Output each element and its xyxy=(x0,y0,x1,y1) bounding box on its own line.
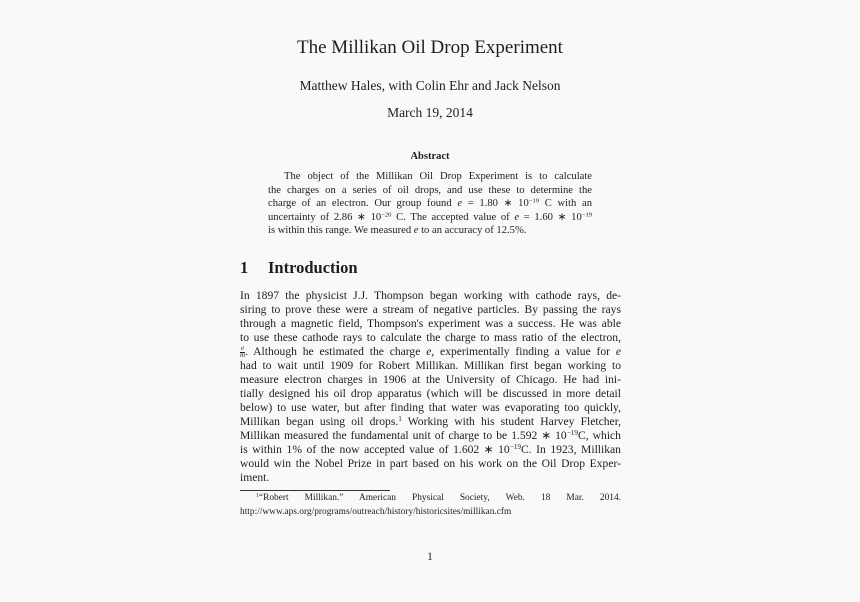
text-line xyxy=(240,401,621,415)
text-run: charge of an electron. Our group found xyxy=(268,198,458,210)
text-line xyxy=(240,289,621,303)
section-heading xyxy=(240,258,358,278)
text-run: siring to prove these were a stream of negative particles. By passing the rays xyxy=(240,302,621,316)
text-line xyxy=(268,197,592,211)
text-run: would win the Nobel Prize in part based on his work on the Oil Drop Exper- xyxy=(240,456,621,470)
text-line xyxy=(268,224,592,238)
text-run: the charges on a series of oil drops, and use these to determine the xyxy=(268,184,592,196)
text-run: C. The accepted value of xyxy=(391,211,515,223)
abstract-heading: Abstract xyxy=(410,151,450,162)
text-run: http://www.aps.org/programs/outreach/history/historicsites/millikan.cfm xyxy=(240,506,512,517)
superscript: 1 xyxy=(398,415,402,424)
text-line xyxy=(240,471,621,485)
text-run: = 1.60 ∗ 10 xyxy=(519,211,582,223)
math-variable: e xyxy=(615,344,621,358)
fraction: $\frac{e}{m}$ xyxy=(240,344,246,360)
text-run: uncertainty of 2.86 ∗ 10 xyxy=(268,211,382,223)
text-run: measure electron charges in 1906 at the University of Chicago. He had ini- xyxy=(240,373,621,387)
page-number: 1 xyxy=(427,551,433,563)
paper-title: The Millikan Oil Drop Experiment xyxy=(297,37,563,58)
math-variable: e xyxy=(413,225,419,237)
introduction-paragraph xyxy=(240,289,621,485)
text-run: , experimentally finding a value for xyxy=(431,344,616,358)
text-run: Millikan measured the fundamental unit of charge to be 1.592 ∗ 10 xyxy=(240,428,567,442)
text-run: “Robert Millikan.” American Physical Society, Web. 18 Mar. 2014. xyxy=(258,493,621,503)
text-line xyxy=(240,373,621,387)
section-number: 1 xyxy=(240,258,249,277)
text-line xyxy=(240,387,621,401)
text-line xyxy=(240,506,621,520)
text-run: The object of the Millikan Oil Drop Experiment is to calculate xyxy=(284,171,592,182)
math-variable: e xyxy=(457,198,463,210)
footnote xyxy=(240,492,621,519)
text-line xyxy=(240,492,621,506)
text-run: In 1897 the physicist J.J. Thompson began working with cathode rays, de- xyxy=(240,289,621,302)
text-run: Working with his student Harvey Fletcher, xyxy=(401,414,621,428)
math-variable: e xyxy=(514,211,520,223)
superscript: −19 xyxy=(566,428,578,437)
text-run: through a magnetic field, Thompson's experiment was a success. He was able xyxy=(240,316,621,330)
text-line xyxy=(268,184,592,198)
text-line xyxy=(240,443,621,457)
text-run: is within 1% of the now accepted value of 1.602 ∗ 10 xyxy=(240,442,510,456)
text-run: is within this range. We measured xyxy=(268,225,414,237)
superscript: −20 xyxy=(381,211,392,219)
text-line xyxy=(268,211,592,225)
text-run: to use these cathode rays to calculate the charge to mass ratio of the electron, xyxy=(240,330,621,344)
superscript: −19 xyxy=(528,197,540,205)
authors: Matthew Hales, with Colin Ehr and Jack Nelson xyxy=(299,78,561,93)
text-run: C, which xyxy=(577,428,621,442)
text-line xyxy=(240,457,621,471)
text-run: . Although he estimated the charge xyxy=(245,344,427,358)
text-line xyxy=(240,415,621,429)
text-line xyxy=(240,359,621,373)
text-run: iment. xyxy=(240,470,270,484)
superscript: −19 xyxy=(509,442,521,451)
text-run: tially designed his oil drop apparatus (which will be discussed in more detail xyxy=(240,387,621,401)
footnote-rule xyxy=(240,490,390,491)
text-run: Millikan began using oil drops. xyxy=(240,414,399,428)
text-run: C with an xyxy=(539,198,592,210)
text-line xyxy=(240,317,621,331)
text-run: C. In 1923, Millikan xyxy=(520,442,621,456)
text-line xyxy=(240,345,621,359)
abstract-text xyxy=(268,170,592,238)
text-line xyxy=(268,170,592,184)
text-line xyxy=(240,429,621,443)
text-run: below) to use water, but after finding that water was evaporating too quickly, xyxy=(240,401,621,415)
text-line xyxy=(240,331,621,345)
math-variable: e xyxy=(426,344,432,358)
text-run: to an accuracy of 12.5%. xyxy=(418,225,527,237)
date: March 19, 2014 xyxy=(387,105,473,120)
superscript: 1 xyxy=(256,492,259,499)
text-run: had to wait until 1909 for Robert Millikan. Millikan first began working to xyxy=(240,359,621,373)
superscript: −19 xyxy=(581,211,593,219)
text-line xyxy=(240,303,621,317)
section-title: Introduction xyxy=(268,258,358,277)
text-run: = 1.80 ∗ 10 xyxy=(462,198,529,210)
